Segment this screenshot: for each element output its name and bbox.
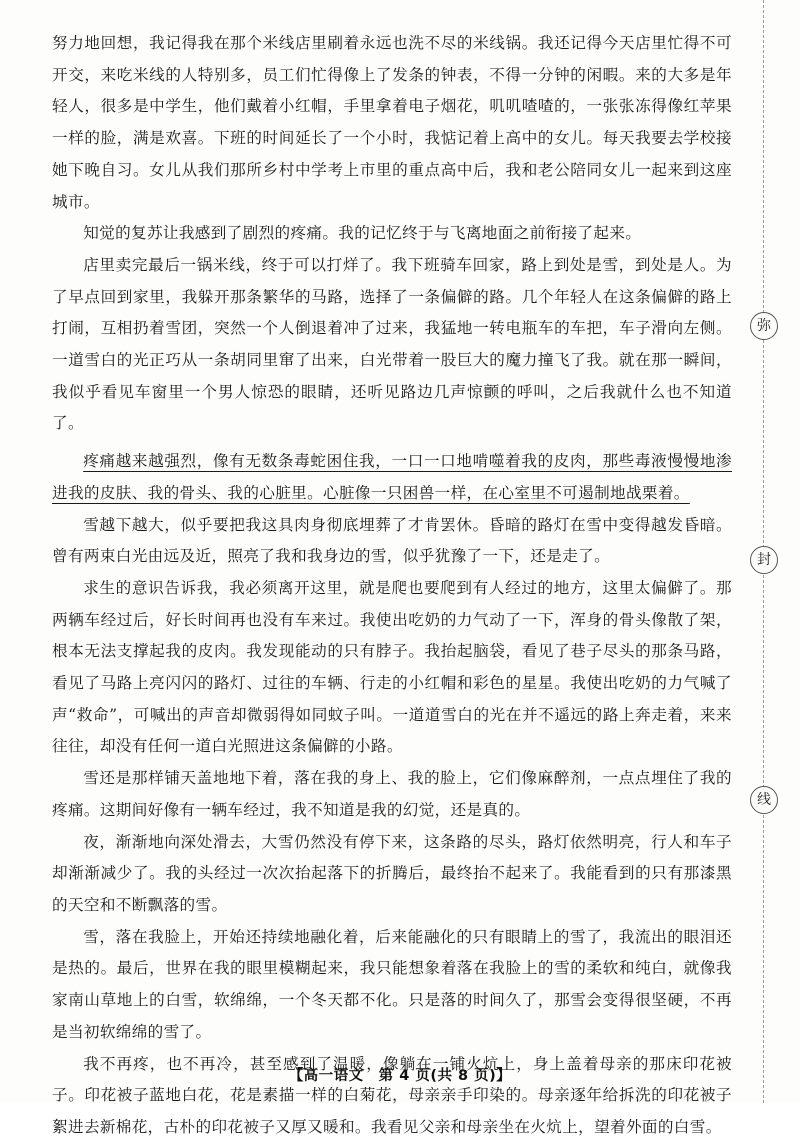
paragraph-8: 夜，渐渐地向深处滑去，大雪仍然没有停下来，这条路的尽头，路灯依然明亮，行人和车子却渐渐减少了。我的头经过一次次抬起落下的折腾后，最终抬不起来了。我能看到的只有那漆黑的天空和不断飘落的雪。 [52,832,732,914]
paragraph-4-underlined: 疼痛越来越强烈，像有无数条毒蛇困住我，一口一口地啃噬着我的皮肉，那些毒液慢慢地渗进我的皮肤、我的骨头、我的心脏里。心脏像一只困兽一样，在心室里不可遏制地战栗着。 [52,452,732,502]
reading-passage [52,28,732,1144]
seal-mark-feng: 封 [750,546,778,574]
paragraph-10: 我不再疼，也不再冷，甚至感到了温暖，像躺在一铺火炕上，身上盖着母亲的那床印花被子。印花被子蓝地白花，花是素描一样的白菊花，母亲亲手印染的。母亲逐年给拆洗的印花被子絮进去新棉花，古朴的印花被子又厚又暖和。我看见父亲和母亲坐在火炕上，望着外面的白雪。 [52,1054,732,1136]
seal-mark-xian: 线 [750,786,778,814]
paragraph-2: 知觉的复苏让我感到了剧烈的疼痛。我的记忆终于与飞离地面之前衔接了起来。 [83,224,642,243]
paragraph-3: 店里卖完最后一锅米线，终于可以打烊了。我下班骑车回家，路上到处是雪，到处是人。为了早点回到家里，我躲开那条繁华的马路，选择了一条偏僻的路。几个年轻人在这条偏僻的路上打闹，互相扔着雪团，突然一个人倒退着冲了过来，我猛地一转电瓶车的车把，车子滑向左侧。一道雪白的光正巧从一条胡同里窜了出来，白光带着一股巨大的魔力撞飞了我。就在那一瞬间，我似乎看见车窗里一个男人惊恐的眼睛，还听见路边几声惊颤的呼叫，之后我就什么也不知道了。 [52,255,732,433]
paragraph-6: 求生的意识告诉我，我必须离开这里，就是爬也要爬到有人经过的地方，这里太偏僻了。那两辆车经过后，好长时间再也没有车来过。我使出吃奶的力气动了一下，浑身的骨头像散了架，根本无法支撑起我的皮肉。我发现能动的只有脖子。我抬起脑袋，看见了巷子尽头的那条马路，看见了马路上亮闪闪的路灯、过往的车辆、行走的小红帽和彩色的星星。我使出吃奶的力气喊了声“救命”，可喊出的声音却微弱得如同蚊子叫。一道道雪白的光在并不遥远的路上奔走着，来来往往，却没有任何一道白光照进这条偏僻的小路。 [52,578,732,756]
page-footer: 【高一语文 第 4 页(共 8 页)】 [288,1068,512,1084]
paragraph-9: 雪，落在我脸上，开始还持续地融化着，后来能融化的只有眼睛上的雪了，我流出的眼泪还是热的。最后，世界在我的眼里模糊起来，我只能想象着落在我脸上的雪的柔软和纯白，就像我家南山草地上的白雪，软绵绵，一个冬天都不化。只是落的时间久了，那雪会变得很坚硬，不再是当初软绵绵的雪了。 [52,927,732,1041]
paragraph-7: 雪还是那样铺天盖地地下着，落在我的身上、我的脸上，它们像麻醉剂，一点点埋住了我的疼痛。这期间好像有一辆车经过，我不知道是我的幻觉，还是真的。 [52,769,732,819]
paragraph-1: 努力地回想，我记得我在那个米线店里刷着永远也洗不尽的米线锅。我还记得今天店里忙得不可开交，来吃米线的人特别多，员工们忙得像上了发条的钟表，不得一分钟的闲暇。来的大多是年轻人，很多是中学生，他们戴着小红帽，手里拿着电子烟花，叽叽喳喳的，一张张冻得像红苹果一样的脸，满是欢喜。下班的时间延长了一个小时，我惦记着上高中的女儿。每天我要去学校接她下晚自习。女儿从我们那所乡村中学考上市里的重点高中后，我和老公陪同女儿一起来到这座城市。 [52,34,732,211]
paragraph-5: 雪越下越大，似乎要把我这具肉身彻底埋葬了才肯罢休。昏暗的路灯在雪中变得越发昏暗。曾有两束白光由远及近，照亮了我和我身边的雪，似乎犹豫了一下，还是走了。 [52,515,732,566]
seal-mark-mi: 弥 [750,312,778,340]
